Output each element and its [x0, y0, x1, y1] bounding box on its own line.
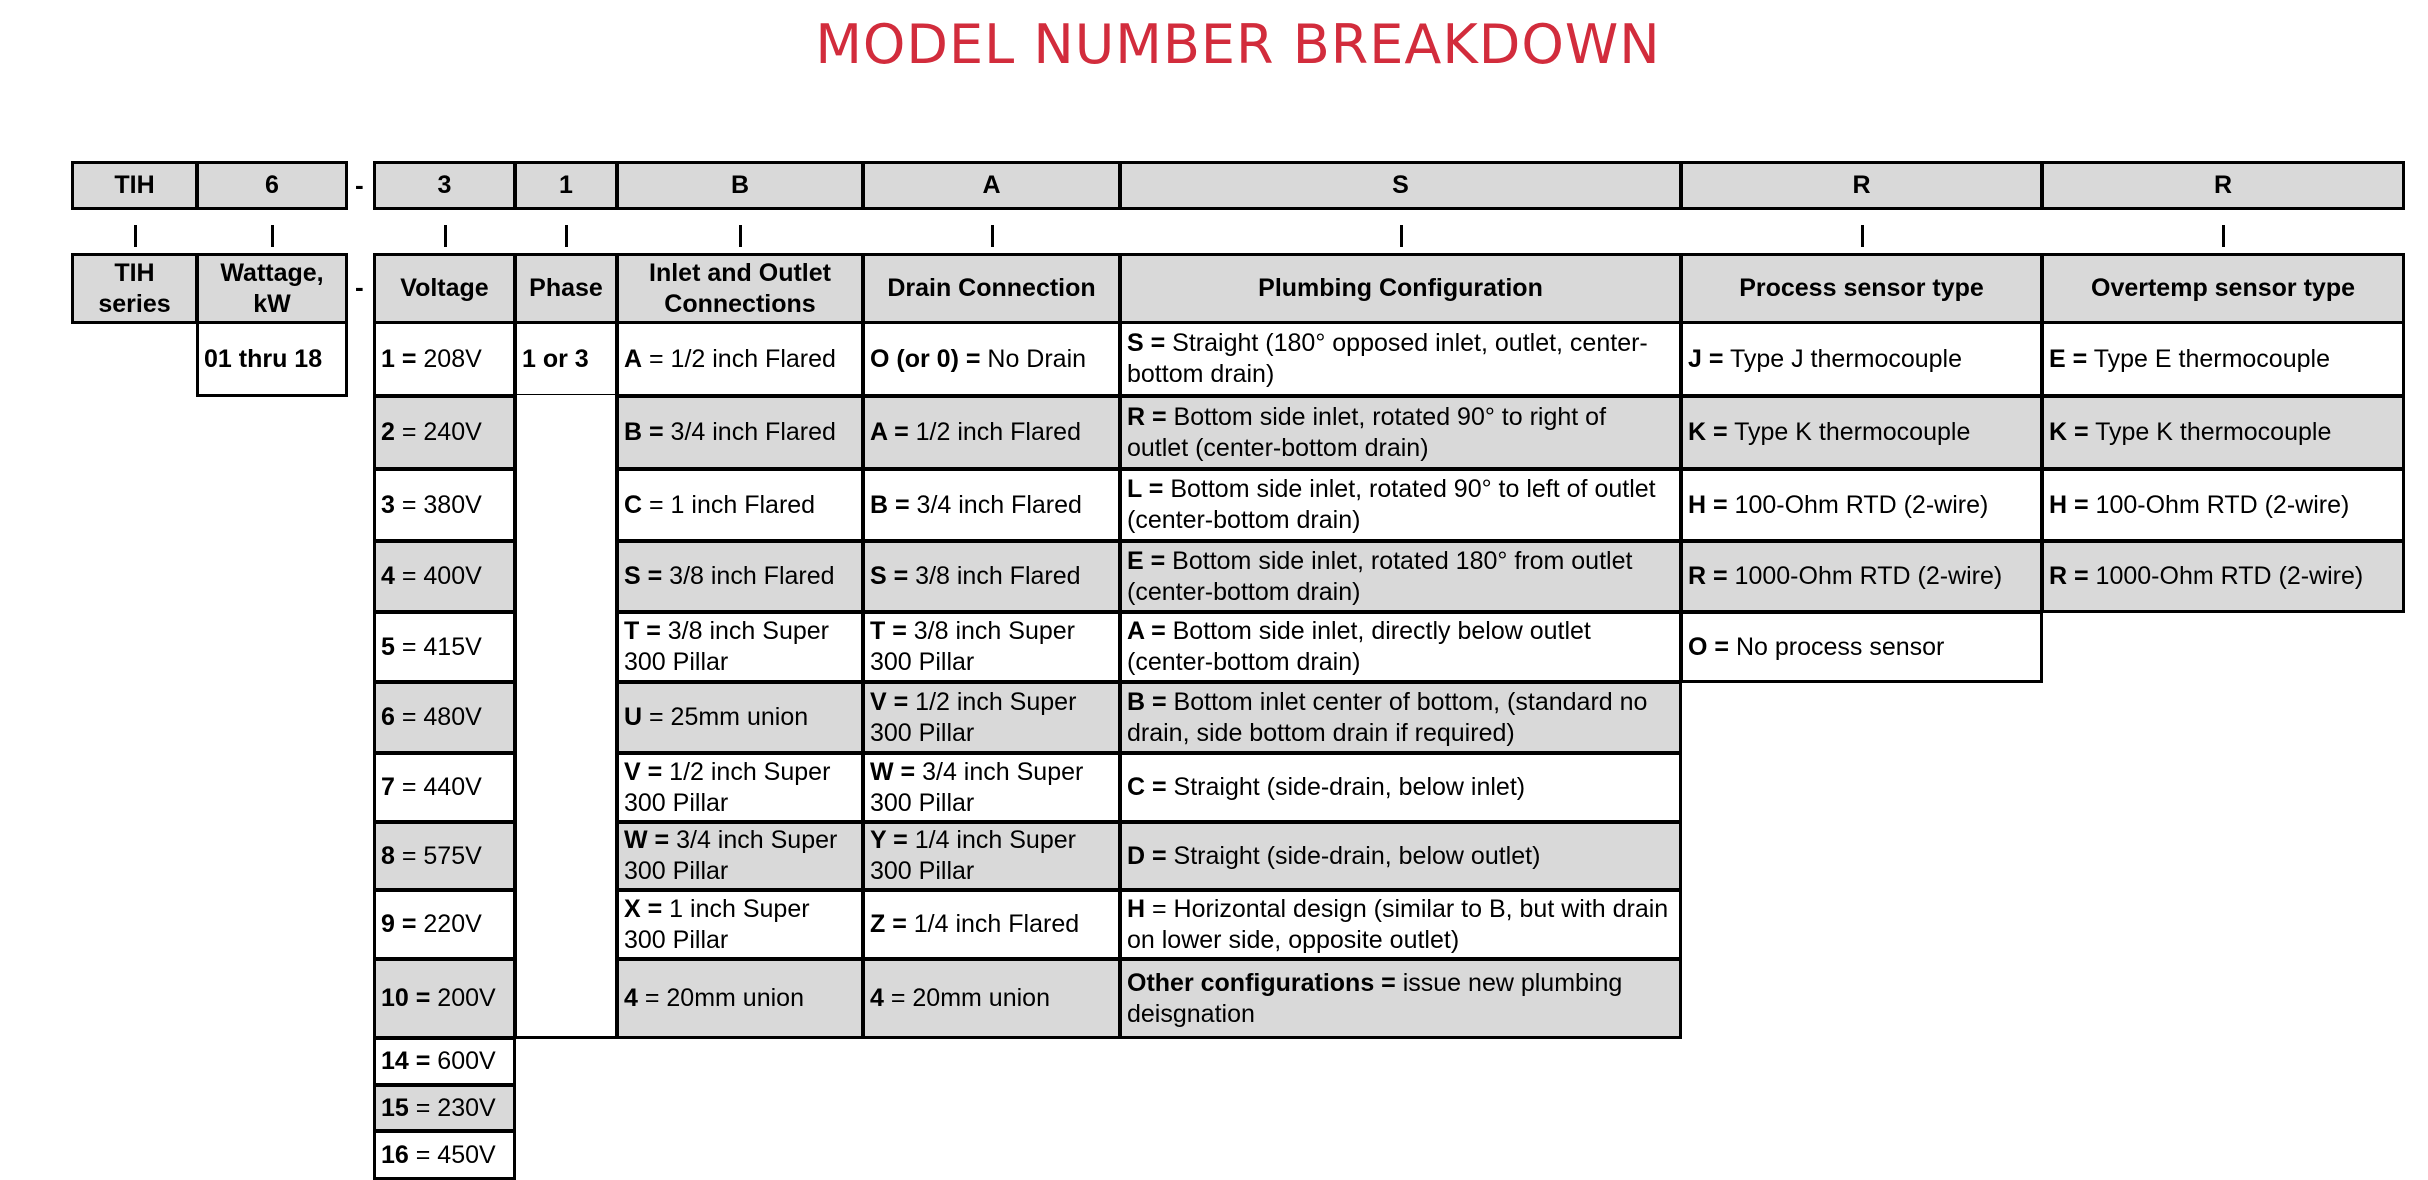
drain-option-text — [870, 616, 1113, 678]
code-plumbing — [1119, 161, 1682, 210]
voltage-option-text — [381, 1093, 496, 1124]
process-option-text — [1688, 632, 1944, 663]
option-code: Z = — [870, 910, 907, 938]
option-code: 16 — [381, 1140, 409, 1169]
voltage-option-text — [381, 344, 482, 375]
option-code: S = — [624, 562, 663, 590]
inlet-option — [616, 395, 864, 470]
option-code: V = — [870, 687, 909, 716]
voltage-option-text — [381, 909, 482, 940]
voltage-option — [373, 1084, 516, 1132]
overtemp-option — [2041, 321, 2405, 397]
header-label: Voltage — [400, 274, 489, 302]
option-description: = 25mm union — [642, 703, 809, 731]
option-code: Other configurations = — [1127, 968, 1396, 997]
plumbing-option — [1119, 958, 1682, 1039]
voltage-option-text — [381, 561, 482, 592]
code-process — [1680, 161, 2043, 210]
voltage-option-text — [381, 772, 482, 803]
code-letter-series: TIH — [114, 171, 155, 199]
drain-option-text — [870, 344, 1086, 375]
phase-value-text: 1 or 3 — [522, 344, 589, 373]
option-description: 1/4 inch Flared — [906, 910, 1080, 938]
inlet-option — [616, 889, 864, 960]
option-description: = 415V — [394, 632, 482, 661]
option-description: 600V — [430, 1047, 496, 1075]
header-label: Plumbing Configuration — [1258, 274, 1543, 302]
code-letter-wattage: 6 — [265, 171, 279, 199]
option-code: A = — [1127, 617, 1166, 645]
option-code: W = — [624, 826, 670, 854]
wattage-range — [196, 321, 348, 397]
drain-option — [862, 321, 1121, 397]
option-code: Y = — [870, 826, 908, 854]
header-line: Inlet and Outlet — [649, 258, 831, 287]
header-line: TIH — [114, 258, 155, 287]
option-description: = 240V — [394, 418, 482, 446]
option-description: Bottom inlet center of bottom, (standard no drain, side bottom drain if required) — [1127, 687, 1648, 747]
drain-option — [862, 468, 1121, 542]
process-option — [1680, 321, 2043, 397]
option-code: E = — [2049, 344, 2088, 373]
option-description: Bottom side inlet, directly below outlet (center-bottom drain) — [1127, 617, 1591, 676]
drain-option — [862, 752, 1121, 823]
voltage-option — [373, 611, 516, 683]
option-code: X = — [624, 894, 663, 923]
option-description: issue new plumbing deisgnation — [1127, 968, 1623, 1028]
plumbing-option-text — [1127, 616, 1674, 678]
inlet-option-text — [624, 616, 856, 678]
option-code: O = — [1688, 632, 1729, 661]
plumbing-option — [1119, 321, 1682, 397]
option-description: 1/4 inch Super 300 Pillar — [870, 826, 1076, 885]
code-wattage — [196, 161, 348, 210]
connector-tick — [444, 225, 447, 247]
drain-option-text — [870, 825, 1113, 887]
option-description: = 380V — [394, 490, 482, 519]
option-description: 3/4 inch Super 300 Pillar — [870, 757, 1084, 817]
drain-option-text — [870, 417, 1081, 448]
drain-option — [862, 958, 1121, 1039]
header-inlet-text — [649, 258, 831, 320]
connector-tick — [739, 225, 742, 247]
phase-value — [514, 321, 618, 397]
inlet-option-text — [624, 702, 808, 733]
option-description: = 20mm union — [637, 984, 804, 1012]
option-code: 4 — [870, 984, 884, 1012]
drain-option — [862, 540, 1121, 613]
option-description: Bottom side inlet, rotated 90° to left of outlet (center-bottom drain) — [1127, 475, 1656, 534]
plumbing-option — [1119, 681, 1682, 754]
option-description: 1 inch Super 300 Pillar — [624, 894, 810, 954]
connector-tick — [2222, 225, 2225, 247]
voltage-option — [373, 821, 516, 891]
header-overtemp — [2041, 253, 2405, 324]
header-series — [71, 253, 198, 324]
drain-option — [862, 611, 1121, 683]
option-code: T = — [624, 617, 661, 645]
header-process — [1680, 253, 2043, 324]
option-description: = 440V — [394, 773, 482, 801]
plumbing-option — [1119, 889, 1682, 960]
inlet-option — [616, 468, 864, 542]
inlet-option — [616, 752, 864, 823]
option-code: 14 = — [381, 1047, 431, 1075]
option-code: A — [624, 344, 643, 373]
header-voltage — [373, 253, 516, 324]
voltage-option — [373, 958, 516, 1039]
option-code: B = — [624, 418, 664, 446]
option-code: T = — [870, 617, 907, 645]
option-code: K = — [2049, 418, 2089, 446]
option-description: 1/2 inch Super 300 Pillar — [624, 757, 831, 817]
inlet-option — [616, 321, 864, 397]
code-letter-plumbing: S — [1392, 171, 1409, 199]
option-description: Straight (180° opposed inlet, outlet, center-bottom drain) — [1127, 329, 1648, 388]
option-description: = 1 inch Flared — [642, 490, 816, 519]
header-plumbing — [1119, 253, 1682, 324]
option-code: L = — [1127, 475, 1164, 503]
option-description: = 20mm union — [883, 984, 1050, 1012]
header-wattage — [196, 253, 348, 324]
option-code: R = — [1127, 402, 1167, 431]
header-label: Process sensor type — [1739, 274, 1984, 302]
voltage-option-text — [381, 1046, 496, 1077]
option-description: 100-Ohm RTD (2-wire) — [2088, 490, 2350, 519]
option-description: = 480V — [394, 703, 482, 731]
option-description: 3/8 inch Super 300 Pillar — [870, 617, 1075, 676]
drain-option-text — [870, 561, 1081, 592]
code-letter-inlet: B — [730, 171, 750, 199]
option-description: 1/2 inch Super 300 Pillar — [870, 687, 1077, 747]
header-label: Phase — [529, 274, 603, 302]
code-drain — [862, 161, 1121, 210]
voltage-option — [373, 468, 516, 542]
voltage-option — [373, 395, 516, 470]
plumbing-option-text — [1127, 894, 1674, 956]
plumbing-option-text — [1127, 968, 1674, 1030]
connector-tick — [991, 225, 994, 247]
voltage-option — [373, 1130, 516, 1180]
header-series-text — [98, 258, 170, 320]
option-code: K = — [1688, 418, 1728, 446]
header-label: Overtemp sensor type — [2091, 274, 2355, 302]
code-voltage — [373, 161, 516, 210]
option-code: R = — [1688, 562, 1728, 590]
option-description: No process sensor — [1729, 632, 1945, 661]
option-code: S = — [870, 562, 909, 590]
option-description: 1000-Ohm RTD (2-wire) — [2088, 562, 2364, 590]
option-code: A = — [870, 418, 909, 446]
inlet-option-text — [624, 825, 856, 887]
voltage-option-text — [381, 702, 482, 733]
option-code: J = — [1688, 344, 1724, 373]
option-description: = 400V — [394, 562, 482, 590]
code-letter-process: R — [1852, 171, 1871, 199]
drain-option-text — [870, 757, 1113, 819]
process-option — [1680, 611, 2043, 683]
option-code: 2 — [381, 418, 395, 446]
option-description: = 230V — [408, 1093, 496, 1122]
voltage-option — [373, 681, 516, 754]
process-option-text — [1688, 490, 1988, 521]
plumbing-option — [1119, 752, 1682, 823]
option-code: 4 — [624, 984, 638, 1012]
inlet-option-text — [624, 757, 856, 819]
header-wattage-text — [220, 258, 323, 320]
plumbing-option-text — [1127, 772, 1525, 803]
connector-tick — [565, 225, 568, 247]
option-code: E = — [1127, 546, 1166, 575]
inlet-option-text — [624, 561, 835, 592]
wattage-range-text: 01 thru 18 — [204, 344, 323, 373]
code-phase — [514, 161, 618, 210]
option-code: H — [1127, 894, 1146, 923]
header-phase — [514, 253, 618, 324]
process-option-text — [1688, 344, 1962, 375]
plumbing-option-text — [1127, 474, 1674, 536]
header-label: Drain Connection — [887, 274, 1096, 302]
inlet-option-text — [624, 894, 856, 956]
option-description: Type K thermocouple — [2088, 418, 2332, 446]
inlet-option-text — [624, 983, 804, 1014]
code-letter-overtemp: R — [2213, 171, 2233, 199]
voltage-option — [373, 1037, 516, 1086]
option-code: 9 = — [381, 910, 417, 938]
plumbing-option — [1119, 821, 1682, 891]
option-description: Straight (side-drain, below inlet) — [1166, 773, 1526, 801]
code-letter-drain: A — [982, 171, 1001, 199]
inlet-option-text — [624, 417, 836, 448]
page-title: MODEL NUMBER BREAKDOWN — [815, 13, 1661, 76]
inlet-option — [616, 681, 864, 754]
connector-tick — [1861, 225, 1864, 247]
voltage-option — [373, 540, 516, 613]
code-letter-voltage: 3 — [437, 171, 452, 199]
voltage-option-text — [381, 632, 482, 663]
inlet-option — [616, 540, 864, 613]
inlet-option-text — [624, 490, 815, 521]
option-code: 8 — [381, 841, 395, 870]
plumbing-option — [1119, 468, 1682, 542]
code-inlet — [616, 161, 864, 210]
option-description: Type J thermocouple — [1723, 344, 1963, 373]
option-code: 5 — [381, 632, 395, 661]
inlet-option — [616, 611, 864, 683]
option-description: Type E thermocouple — [2087, 344, 2330, 373]
drain-option-text — [870, 687, 1113, 749]
option-code: D = — [1127, 841, 1167, 870]
plumbing-option-text — [1127, 328, 1674, 390]
overtemp-option-text — [2049, 344, 2330, 375]
drain-option — [862, 395, 1121, 470]
plumbing-option-text — [1127, 687, 1674, 749]
option-code: V = — [624, 757, 663, 786]
option-code: H = — [2049, 490, 2089, 519]
drain-option-text — [870, 909, 1079, 940]
option-description: 208V — [416, 344, 482, 373]
option-code: B = — [870, 490, 910, 519]
option-code: B = — [1127, 687, 1167, 716]
option-code: S = — [1127, 329, 1166, 357]
voltage-option-text — [381, 841, 482, 872]
inlet-option — [616, 958, 864, 1039]
option-description: 3/8 inch Super 300 Pillar — [624, 617, 829, 676]
plumbing-option — [1119, 611, 1682, 683]
option-code: C — [624, 490, 643, 519]
option-code: W = — [870, 757, 916, 786]
plumbing-option-text — [1127, 841, 1540, 872]
option-code: R = — [2049, 562, 2089, 590]
option-code: 15 — [381, 1093, 409, 1122]
option-code: 7 — [381, 773, 395, 801]
option-description: = Horizontal design (similar to B, but with drain on lower side, opposite outlet) — [1127, 894, 1669, 954]
option-code: 1 = — [381, 344, 417, 373]
drain-option-text — [870, 983, 1050, 1014]
option-description: 3/8 inch Flared — [908, 562, 1081, 590]
option-description: Straight (side-drain, below outlet) — [1166, 841, 1541, 870]
header-line: kW — [253, 289, 291, 318]
option-code: O (or 0) = — [870, 344, 981, 373]
overtemp-option-text — [2049, 490, 2349, 521]
code-dash: - — [355, 170, 364, 200]
option-description: 220V — [416, 910, 482, 938]
option-code: U — [624, 703, 643, 731]
overtemp-option — [2041, 468, 2405, 542]
connector-tick — [134, 225, 137, 247]
option-code: 4 — [381, 562, 395, 590]
header-drain — [862, 253, 1121, 324]
overtemp-option-text — [2049, 417, 2331, 448]
plumbing-option — [1119, 540, 1682, 613]
phase-empty — [514, 395, 618, 1039]
option-description: 3/4 inch Flared — [909, 490, 1082, 519]
header-line: Connections — [664, 289, 816, 318]
option-description: 100-Ohm RTD (2-wire) — [1727, 490, 1989, 519]
connector-tick — [271, 225, 274, 247]
drain-option — [862, 821, 1121, 891]
process-option — [1680, 468, 2043, 542]
drain-option — [862, 889, 1121, 960]
voltage-option-text — [381, 490, 482, 521]
option-description: = 1/2 inch Flared — [642, 344, 836, 373]
option-description: = 450V — [408, 1140, 496, 1169]
option-description: No Drain — [980, 344, 1087, 373]
inlet-option-text — [624, 344, 836, 375]
process-option-text — [1688, 417, 1970, 448]
code-overtemp — [2041, 161, 2405, 210]
option-description: 1000-Ohm RTD (2-wire) — [1727, 562, 2003, 590]
option-description: 200V — [430, 984, 496, 1012]
option-description: 3/4 inch Super 300 Pillar — [624, 826, 838, 885]
overtemp-option — [2041, 395, 2405, 470]
option-description: 1/2 inch Flared — [908, 418, 1081, 446]
process-option — [1680, 540, 2043, 613]
option-description: 3/4 inch Flared — [663, 418, 836, 446]
voltage-option — [373, 752, 516, 823]
option-code: 3 — [381, 490, 395, 519]
inlet-option — [616, 821, 864, 891]
option-description: 3/8 inch Flared — [662, 562, 835, 590]
overtemp-option — [2041, 540, 2405, 613]
voltage-option-text — [381, 983, 496, 1014]
header-line: series — [98, 289, 171, 318]
option-description: Type K thermocouple — [1727, 418, 1971, 446]
code-letter-phase: 1 — [559, 171, 573, 199]
option-code: 6 — [381, 703, 395, 731]
option-code: H = — [1688, 490, 1728, 519]
plumbing-option-text — [1127, 402, 1674, 464]
header-line: Wattage, — [220, 258, 324, 287]
option-code: 10 = — [381, 984, 431, 1012]
overtemp-option-text — [2049, 561, 2363, 592]
plumbing-option — [1119, 395, 1682, 470]
drain-option — [862, 681, 1121, 754]
code-series — [71, 161, 198, 210]
plumbing-option-text — [1127, 546, 1674, 608]
header-inlet — [616, 253, 864, 324]
header-dash: - — [355, 272, 364, 302]
voltage-option-text — [381, 1140, 496, 1171]
drain-option-text — [870, 490, 1082, 521]
option-description: Bottom side inlet, rotated 90° to right of outlet (center-bottom drain) — [1127, 402, 1607, 462]
process-option-text — [1688, 561, 2002, 592]
option-code: C = — [1127, 773, 1167, 801]
option-description: Bottom side inlet, rotated 180° from outlet (center-bottom drain) — [1127, 546, 1633, 606]
voltage-option-text — [381, 417, 482, 448]
voltage-option — [373, 889, 516, 960]
option-description: = 575V — [394, 841, 482, 870]
voltage-option — [373, 321, 516, 397]
connector-tick — [1400, 225, 1403, 247]
process-option — [1680, 395, 2043, 470]
